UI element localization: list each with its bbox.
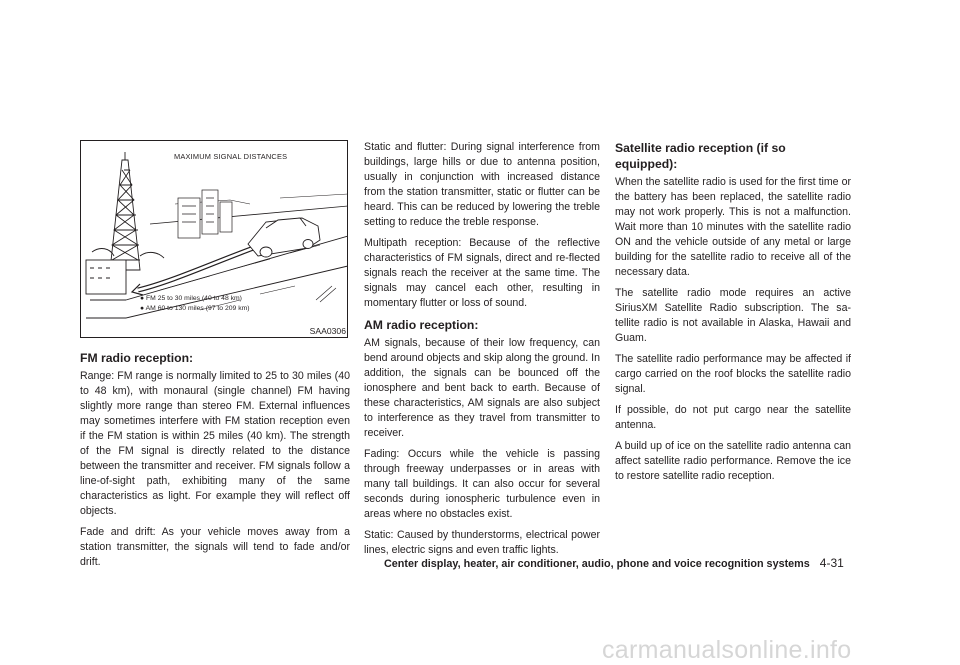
page-number: 4-31 [819,556,844,570]
page-footer [384,556,844,570]
figure-bullet-am: ● AM 60 to 130 miles (97 to 209 km) [140,305,250,312]
reception-section [364,140,600,564]
watermark: carmanualsonline.info [602,636,852,664]
satellite-paragraph: If possible, do not put cargo near the satellite antenna. [615,404,851,431]
am-paragraph: AM signals, because of their low frequency, can bend around objects and skip along the ground. In addition, the signals can be bounced off the ionosphere and bent back to earth. Because of these characteristics, AM signals are also subject to interference as they travel from transmitter to receiver. [364,337,600,439]
figure-title: MAXIMUM SIGNAL DISTANCES [174,152,288,161]
am-paragraph: Static: Caused by thunderstorms, electrical power lines, electric signs and even traffic lights. [364,529,600,556]
fm-paragraph: Range: FM range is normally limited to 25 to 30 miles (40 to 48 km), with monaural (single channel) FM having slightly more range than stereo FM. External influences may sometimes interfere with FM station reception even if the FM station is within 25 miles (40 km). The strength of the FM signal is directly related to the distance between the transmitter and receiver. FM signals follow a line-of-sight path, exhibiting many of the same characteristics as light. For example they will reflect off objects. [80,370,350,517]
satellite-paragraph: When the satellite radio is used for the first time or the battery has been replaced, the satellite radio may not work properly. This is not a malfunction. Wait more than 10 minutes with the satellite radio ON and the vehicle outside of any metal or large building for the satellite radio to receive all of the necessary data. [615,176,851,278]
fm-paragraph: Fade and drift: As your vehicle moves away from a station transmitter, the signals will tend to fade and/or drift. [80,526,350,568]
fm-section [80,350,350,576]
figure-bullet-fm: ● FM 25 to 30 miles (40 to 48 km) [140,295,242,302]
static-flutter-paragraph: Static and flutter: During signal interference from buildings, large hills or due to antenna position, usually in conjunction with increased distance from the station transmitter, static or flutter can be heard. This can be reduced by lowering the treble setting to reduce the treble response. [364,141,600,228]
satellite-paragraph: The satellite radio mode requires an active SiriusXM Satellite Radio subscription. The sa-tellite radio is not available in Alaska, Hawaii and Guam. [615,287,851,344]
figure-code: SAA0306 [309,326,346,336]
footer-section-title: Center display, heater, air conditioner, audio, phone and voice recognition systems [384,558,810,570]
am-paragraph: Fading: Occurs while the vehicle is passing through freeway underpasses or in areas with many tall buildings. It can also occur for several seconds during ionospheric turbulence even in areas where no obstacles exist. [364,448,600,520]
satellite-paragraph: The satellite radio performance may be affected if cargo carried on the roof blocks the satellite radio signal. [615,353,851,395]
am-heading: AM radio reception: [364,318,479,332]
satellite-heading: Satellite radio reception (if so equipped): [615,141,786,171]
fm-heading: FM radio reception: [80,351,194,365]
signal-distance-figure [80,140,348,338]
multipath-paragraph: Multipath reception: Because of the reflective characteristics of FM signals, direct and re-flected signals reach the receiver at the same time. The signals may cancel each other, resulting in momentary flutter or loss of sound. [364,237,600,309]
satellite-section [615,140,851,490]
satellite-paragraph: A build up of ice on the satellite radio antenna can affect satellite radio performance. Remove the ice to restore satellite radio reception. [615,440,851,482]
